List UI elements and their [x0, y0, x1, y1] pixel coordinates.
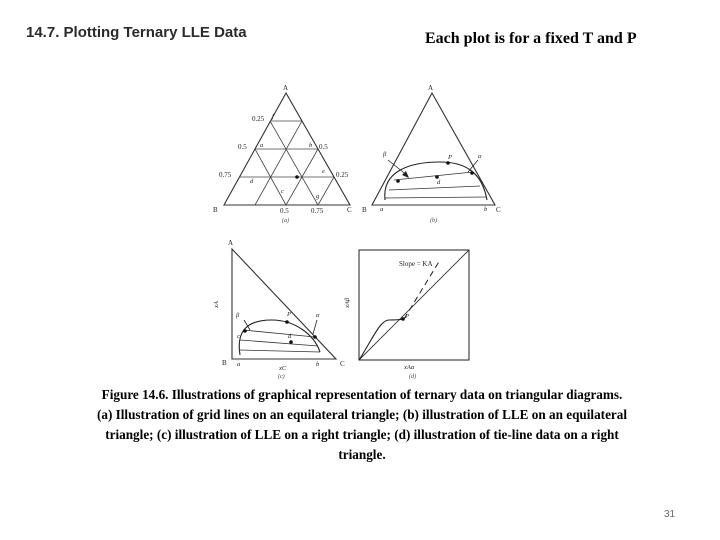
slide-subtitle: Each plot is for a fixed T and P	[425, 30, 637, 47]
panel-c-point-a: a	[237, 361, 241, 368]
caption-line-2: (a) Illustration of grid lines on an equilateral triangle; (b) illustration of LLE on an equilateral	[96, 407, 628, 422]
panel-a-bottom-tick-1: 0.5	[280, 207, 289, 215]
panel-c-point-c: c	[237, 333, 240, 340]
panel-c-point-b: b	[316, 361, 320, 368]
panel-b-point-b: b	[484, 206, 488, 213]
panel-a-bottom-tick-2: 0.75	[311, 207, 324, 215]
panel-c-triangle	[232, 249, 336, 359]
panel-b-label: (b)	[430, 218, 437, 224]
panel-a-point-g: g	[316, 193, 320, 200]
panel-a-point-c: c	[281, 188, 284, 195]
panel-c-vertex-c: C	[340, 360, 345, 368]
panel-a-right-tick-2: 0.25	[336, 171, 349, 179]
panel-b-plait-point: P	[448, 154, 452, 161]
panel-d-x-axis: xAα	[404, 364, 415, 371]
panel-d-slope-label: Slope = KA	[399, 260, 433, 268]
panel-a	[213, 84, 352, 224]
panel-c-y-axis: xA	[213, 301, 220, 308]
panel-b-vertex-a: A	[428, 84, 434, 92]
page-number: 31	[664, 509, 676, 520]
panel-a-left-tick-2: 0.5	[238, 143, 247, 151]
panel-d-label: (d)	[409, 374, 416, 380]
panel-b	[362, 84, 501, 224]
panel-a-label: (a)	[282, 218, 289, 224]
panel-d	[344, 250, 469, 380]
panel-d-y-axis: xAβ	[344, 297, 351, 308]
panel-a-point-d: d	[250, 178, 254, 185]
panel-c-point-d: d	[288, 333, 292, 340]
panel-b-vertex-c: C	[496, 206, 501, 214]
panel-c-vertex-b: B	[222, 359, 227, 367]
panel-a-vertex-b: B	[213, 206, 218, 214]
panel-c-binodal-curve	[239, 320, 320, 355]
panel-a-point-b: b	[309, 142, 313, 149]
panel-c-label: (c)	[278, 374, 285, 380]
panel-b-point-a: a	[380, 206, 384, 213]
panel-a-point-a: a	[260, 142, 264, 149]
caption-line-4: triangle.	[338, 447, 386, 462]
panel-c-phase-beta: β	[236, 312, 240, 319]
panel-a-right-tick-1: 0.5	[319, 143, 328, 151]
panel-a-vertex-c: C	[347, 206, 352, 214]
panel-c	[213, 239, 345, 380]
panel-a-vertex-a: A	[283, 84, 289, 92]
panel-b-phase-beta: β	[383, 151, 387, 158]
panel-d-plait-point: P	[405, 313, 409, 320]
panel-c-vertex-a: A	[228, 239, 234, 247]
caption-line-3: triangle; (c) illustration of LLE on a right triangle; (d) illustration of tie-line data on a right	[105, 427, 619, 442]
slide-title: 14.7. Plotting Ternary LLE Data	[26, 24, 247, 41]
panel-b-point-d: d	[437, 179, 441, 186]
caption-line-1: Figure 14.6. Illustrations of graphical representation of ternary data on triangular diagrams.	[101, 387, 623, 402]
panel-c-plait-point: P	[287, 311, 291, 318]
panel-d-slope-line	[404, 260, 440, 319]
panel-b-phase-alpha: α	[478, 153, 482, 160]
panel-a-point-e: e	[322, 168, 325, 175]
figure-caption	[58, 385, 666, 465]
panel-a-left-tick-1: 0.25	[252, 115, 265, 123]
panel-a-point-f: f	[272, 113, 274, 120]
panel-b-vertex-b: B	[362, 206, 367, 214]
panel-c-phase-alpha: α	[316, 312, 320, 319]
panel-a-left-tick-3: 0.75	[219, 171, 232, 179]
panel-c-x-axis: xC	[279, 365, 287, 372]
